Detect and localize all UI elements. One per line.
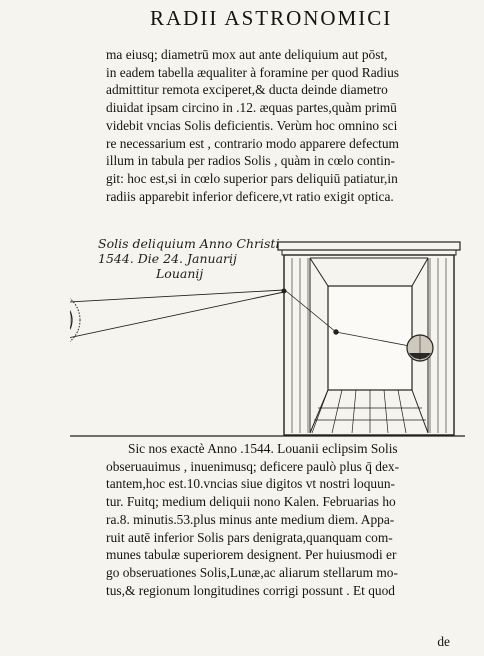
text-line: go obseruationes Solis,Lunæ,ac aliarum stellarum mo-	[106, 564, 398, 580]
text-line: tur. Fuitq; medium deliquii nono Kalen. Februarias ho	[106, 494, 396, 510]
sun-rays	[70, 290, 284, 338]
text-line: obseruauimus , inuenimusq; deficere paulò plus q̄ dex-	[106, 458, 400, 474]
text-line: ruit autē inferior Solis pars denigrata,quanquam com-	[106, 529, 393, 545]
paragraph-top	[106, 46, 458, 205]
text-line: tus,& regionum longitudines corrigi possunt . Et quod	[106, 582, 395, 598]
paragraph-bottom	[106, 440, 458, 599]
text-line: ra.8. minutis.53.plus minus ante medium diem. Appa-	[106, 511, 395, 527]
projected-sun-image	[407, 335, 433, 361]
catchword: de	[437, 634, 450, 649]
text-line: illum in tabula per radios Solis , quàm in cœlo contin-	[106, 153, 395, 169]
text-line: re necessarium est , contrario modo apparere defectum	[106, 135, 399, 151]
running-head: RADII ASTRONOMICI	[150, 6, 393, 30]
text-line: ma eiusq; diametrū mox aut ante deliquium aut pōst,	[106, 47, 388, 62]
text-line: in eadem tabella æqualiter à foramine per quod Radius	[106, 64, 400, 80]
figure-caption	[98, 236, 318, 281]
caption-line: Louanij	[156, 266, 204, 281]
text-line: munes tabulæ superiorem designent. Per huiusmodi er	[106, 547, 397, 563]
text-line: diuidat ipsam circino in .12. æquas partes,quàm primū	[106, 100, 397, 116]
text-line: videbit vncias Solis deficientis. Verùm hoc omnino sci	[106, 117, 398, 133]
text-line: radiis apparebit inferior deficere,vt ratio exigit optica.	[106, 188, 394, 204]
text-line: Sic nos exactè Anno .1544. Louanii eclipsim Solis	[128, 441, 398, 456]
caption-line: 1544. Die 24. Januarij	[98, 251, 237, 266]
caption-line: Solis deliquium Anno Christi	[98, 236, 280, 251]
text-line: tantem,hoc est.10.vncias siue digitos vt nostri loquun-	[106, 476, 395, 492]
text-line: admittitur remota exciperet,& ducta deinde diametro	[106, 82, 388, 98]
text-line: git: hoc est,si in cœlo superior pars deliquiū patiatur,in	[106, 170, 398, 186]
sun-face-icon	[70, 292, 80, 348]
